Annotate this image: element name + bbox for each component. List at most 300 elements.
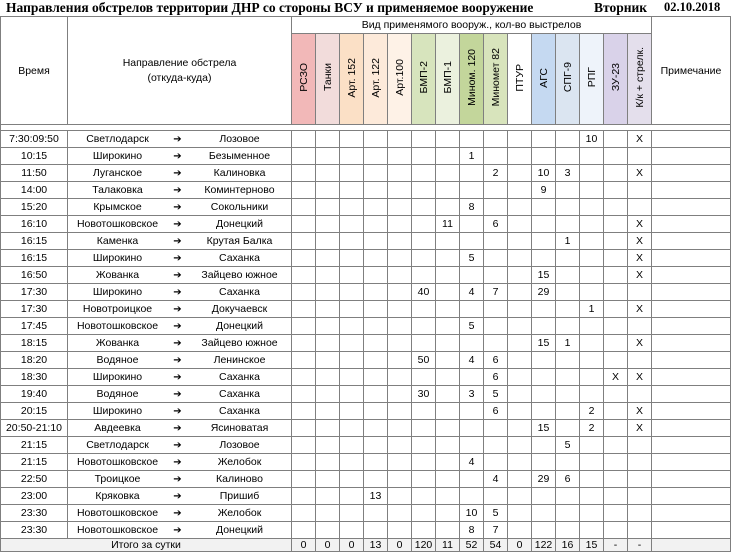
weapon-count-cell — [292, 131, 316, 148]
weapon-count-cell — [628, 199, 652, 216]
arrow-right-icon: ➔ — [173, 439, 182, 451]
weapon-count-cell — [508, 335, 532, 352]
weapon-count-cell — [436, 165, 460, 182]
weapon-count-cell — [364, 165, 388, 182]
weapon-count-cell — [340, 437, 364, 454]
direction-cell — [68, 522, 292, 539]
weapon-count-cell — [484, 335, 508, 352]
weapon-count-cell — [508, 420, 532, 437]
weapon-count-cell — [340, 386, 364, 403]
note-cell — [652, 182, 731, 199]
time-cell: 21:15 — [1, 437, 68, 454]
shelling-table — [0, 16, 731, 552]
weapon-total-cell: 16 — [556, 539, 580, 552]
origin-location: Новотроицкое — [82, 303, 153, 315]
weapon-count-cell: 15 — [532, 267, 556, 284]
weapon-count-cell — [340, 301, 364, 318]
weapon-count-cell — [508, 437, 532, 454]
weapon-count-cell — [388, 182, 412, 199]
weapon-count-cell — [316, 335, 340, 352]
weapon-count-cell — [508, 522, 532, 539]
weapon-count-cell — [556, 250, 580, 267]
weapon-column-label: РПГ — [585, 67, 598, 88]
weapon-count-cell — [292, 369, 316, 386]
weapon-count-cell — [340, 420, 364, 437]
weapon-count-cell — [412, 216, 436, 233]
weapon-count-cell — [388, 131, 412, 148]
direction-cell — [68, 505, 292, 522]
weapon-count-cell — [388, 454, 412, 471]
weapon-count-cell — [364, 352, 388, 369]
weapon-column-header — [364, 34, 388, 125]
weapon-count-cell — [580, 284, 604, 301]
weapon-count-cell — [292, 318, 316, 335]
weapon-count-cell — [412, 267, 436, 284]
totals-row — [1, 539, 731, 552]
direction-cell — [68, 233, 292, 250]
target-location: Крутая Балка — [206, 235, 273, 247]
time-cell: 21:15 — [1, 454, 68, 471]
weapon-count-cell: 6 — [556, 471, 580, 488]
origin-location: Талаковка — [92, 184, 143, 196]
origin-location: Водяное — [96, 354, 139, 366]
weapon-count-cell — [580, 199, 604, 216]
weapon-count-cell — [604, 471, 628, 488]
direction-cell — [68, 199, 292, 216]
table-row — [1, 233, 731, 250]
target-location: Докучаевск — [211, 303, 268, 315]
direction-cell — [68, 250, 292, 267]
target-location: Саханка — [219, 371, 260, 383]
weapon-count-cell — [364, 420, 388, 437]
weapon-count-cell — [292, 148, 316, 165]
note-cell — [652, 352, 731, 369]
weapon-count-cell — [604, 233, 628, 250]
arrow-right-icon: ➔ — [173, 269, 182, 281]
weapon-count-cell — [532, 148, 556, 165]
table-row — [1, 488, 731, 505]
weapon-count-cell — [292, 488, 316, 505]
weapon-count-cell — [556, 369, 580, 386]
arrow-right-icon: ➔ — [173, 473, 182, 485]
time-cell: 20:15 — [1, 403, 68, 420]
weapon-count-cell — [292, 199, 316, 216]
weapon-count-cell — [556, 403, 580, 420]
weapon-total-cell: 122 — [532, 539, 556, 552]
arrow-right-icon: ➔ — [173, 167, 182, 179]
weapon-count-cell — [364, 403, 388, 420]
weapon-count-cell: 5 — [484, 386, 508, 403]
origin-location: Широкино — [92, 150, 143, 162]
weapon-count-cell — [292, 420, 316, 437]
weapon-count-cell — [532, 318, 556, 335]
origin-location: Авдеевка — [94, 422, 141, 434]
weapon-count-cell — [412, 369, 436, 386]
weapon-count-cell — [508, 301, 532, 318]
weapon-count-cell — [604, 522, 628, 539]
weapon-count-cell — [580, 318, 604, 335]
weapon-count-cell — [604, 284, 628, 301]
weapon-count-cell — [292, 437, 316, 454]
weapon-count-cell — [532, 250, 556, 267]
arrow-right-icon: ➔ — [173, 218, 182, 230]
weapon-count-cell — [412, 335, 436, 352]
origin-location: Широкино — [92, 252, 143, 264]
weapon-total-cell: 11 — [436, 539, 460, 552]
weapon-count-cell — [556, 318, 580, 335]
weapon-count-cell — [412, 454, 436, 471]
target-location: Желобок — [217, 507, 262, 519]
weapon-count-cell: 4 — [460, 284, 484, 301]
weapon-count-cell — [604, 131, 628, 148]
weapon-count-cell — [316, 284, 340, 301]
weapon-count-cell — [316, 182, 340, 199]
weapon-count-cell: 1 — [460, 148, 484, 165]
weapon-count-cell — [460, 267, 484, 284]
weapon-count-cell — [412, 165, 436, 182]
weapon-count-cell — [556, 131, 580, 148]
time-cell: 10:15 — [1, 148, 68, 165]
note-cell — [652, 471, 731, 488]
note-cell — [652, 318, 731, 335]
table-body — [1, 131, 731, 539]
weapon-count-cell — [508, 131, 532, 148]
weapon-count-cell — [388, 301, 412, 318]
arrow-right-icon: ➔ — [173, 371, 182, 383]
weapon-count-cell — [364, 267, 388, 284]
weapon-count-cell — [556, 454, 580, 471]
weapon-count-cell — [292, 267, 316, 284]
weapon-count-cell — [436, 488, 460, 505]
weapon-count-cell: 13 — [364, 488, 388, 505]
arrow-right-icon: ➔ — [173, 354, 182, 366]
weapon-count-cell — [436, 131, 460, 148]
direction-cell — [68, 318, 292, 335]
note-cell — [652, 131, 731, 148]
weapon-total-cell: 13 — [364, 539, 388, 552]
table-header — [1, 17, 731, 131]
weapon-count-cell — [532, 369, 556, 386]
weapon-count-cell — [316, 352, 340, 369]
weapon-count-cell — [388, 199, 412, 216]
arrow-right-icon: ➔ — [173, 320, 182, 332]
target-location: Саханка — [219, 252, 260, 264]
weapon-count-cell — [532, 488, 556, 505]
weapon-count-cell — [436, 182, 460, 199]
table-row — [1, 216, 731, 233]
weapon-count-cell — [292, 182, 316, 199]
weapon-count-cell — [460, 437, 484, 454]
weapon-count-cell — [364, 182, 388, 199]
weapon-count-cell — [628, 522, 652, 539]
weapon-count-cell — [364, 250, 388, 267]
weapon-count-cell — [556, 420, 580, 437]
weapon-count-cell — [460, 131, 484, 148]
note-cell — [652, 335, 731, 352]
weapon-count-cell — [316, 165, 340, 182]
arrow-right-icon: ➔ — [173, 490, 182, 502]
target-location: Калиново — [216, 473, 263, 485]
direction-cell — [68, 284, 292, 301]
weapon-count-cell — [508, 250, 532, 267]
arrow-right-icon: ➔ — [173, 201, 182, 213]
direction-cell — [68, 352, 292, 369]
weapon-count-cell — [508, 182, 532, 199]
direction-cell — [68, 301, 292, 318]
weapon-count-cell — [412, 182, 436, 199]
arrow-right-icon: ➔ — [173, 286, 182, 298]
direction-cell — [68, 216, 292, 233]
weapon-count-cell: X — [628, 301, 652, 318]
weapon-count-cell — [628, 437, 652, 454]
target-location: Безыменное — [208, 150, 271, 162]
arrow-right-icon: ➔ — [173, 303, 182, 315]
weapon-count-cell — [388, 522, 412, 539]
weapon-count-cell — [556, 386, 580, 403]
weapon-count-cell — [388, 148, 412, 165]
weapon-count-cell: X — [628, 131, 652, 148]
weapon-count-cell — [364, 454, 388, 471]
weapon-count-cell: 11 — [436, 216, 460, 233]
weapon-count-cell — [484, 488, 508, 505]
weapon-count-cell — [436, 335, 460, 352]
weapon-count-cell: X — [604, 369, 628, 386]
weapon-count-cell — [340, 148, 364, 165]
time-cell: 18:30 — [1, 369, 68, 386]
weapon-column-header — [628, 34, 652, 125]
weapon-column-header — [436, 34, 460, 125]
weapon-count-cell — [364, 284, 388, 301]
weapon-column-label: Арт.100 — [393, 59, 406, 96]
weapon-count-cell: 6 — [484, 369, 508, 386]
weapon-count-cell — [340, 318, 364, 335]
weapon-column-header — [412, 34, 436, 125]
arrow-right-icon: ➔ — [173, 524, 182, 536]
target-location: Желобок — [217, 456, 262, 468]
weapon-column-header — [556, 34, 580, 125]
arrow-right-icon: ➔ — [173, 150, 182, 162]
weapon-count-cell — [340, 284, 364, 301]
table-row — [1, 199, 731, 216]
weapon-count-cell — [388, 352, 412, 369]
time-cell: 7:30:09:50 — [1, 131, 68, 148]
time-cell: 16:15 — [1, 233, 68, 250]
weapon-count-cell: 7 — [484, 522, 508, 539]
weapon-count-cell — [460, 335, 484, 352]
table-row — [1, 267, 731, 284]
time-cell: 18:20 — [1, 352, 68, 369]
weapon-count-cell — [316, 420, 340, 437]
weapon-count-cell — [532, 352, 556, 369]
weapon-count-cell — [532, 233, 556, 250]
time-cell: 14:00 — [1, 182, 68, 199]
direction-cell — [68, 420, 292, 437]
table-row — [1, 148, 731, 165]
weapon-count-cell — [460, 403, 484, 420]
weapon-count-cell — [412, 301, 436, 318]
weapon-count-cell: 40 — [412, 284, 436, 301]
weapon-count-cell — [628, 505, 652, 522]
weapon-count-cell — [340, 165, 364, 182]
time-cell: 15:20 — [1, 199, 68, 216]
note-column-header: Примечание — [652, 17, 731, 125]
weapon-count-cell — [436, 233, 460, 250]
note-cell — [652, 148, 731, 165]
weapon-count-cell — [292, 284, 316, 301]
weapon-count-cell — [388, 437, 412, 454]
weapon-count-cell — [292, 301, 316, 318]
origin-location: Новотошковское — [76, 320, 159, 332]
weapon-count-cell: 1 — [556, 335, 580, 352]
weapon-count-cell: X — [628, 250, 652, 267]
weapon-count-cell — [604, 216, 628, 233]
weapon-count-cell — [484, 318, 508, 335]
origin-location: Луганское — [92, 167, 143, 179]
note-cell — [652, 199, 731, 216]
weapon-count-cell — [604, 454, 628, 471]
weapon-column-header — [460, 34, 484, 125]
weapon-count-cell — [580, 233, 604, 250]
weapon-count-cell — [628, 471, 652, 488]
weapon-count-cell — [580, 386, 604, 403]
weapon-count-cell: 30 — [412, 386, 436, 403]
weapon-count-cell — [412, 437, 436, 454]
weapon-column-label: СПГ-9 — [561, 62, 574, 93]
time-cell: 16:15 — [1, 250, 68, 267]
weapon-count-cell — [484, 267, 508, 284]
weapon-count-cell — [316, 403, 340, 420]
weapon-count-cell — [604, 165, 628, 182]
weapon-count-cell: 8 — [460, 522, 484, 539]
weapon-count-cell — [580, 165, 604, 182]
target-location: Саханка — [219, 405, 260, 417]
weapon-count-cell — [292, 505, 316, 522]
weapon-count-cell — [364, 335, 388, 352]
weapon-count-cell — [628, 352, 652, 369]
weapon-count-cell — [388, 250, 412, 267]
weapon-count-cell — [316, 488, 340, 505]
weapon-column-label: К/к + стрелк. — [633, 47, 646, 108]
table-row — [1, 131, 731, 148]
weapon-count-cell — [316, 131, 340, 148]
weapon-count-cell — [604, 488, 628, 505]
direction-cell — [68, 437, 292, 454]
weapon-count-cell: 5 — [460, 318, 484, 335]
weapon-column-header — [292, 34, 316, 125]
origin-location: Каменка — [96, 235, 139, 247]
weapon-count-cell — [412, 403, 436, 420]
target-location: Ясиноватая — [210, 422, 269, 434]
weapon-count-cell — [604, 335, 628, 352]
time-cell: 11:50 — [1, 165, 68, 182]
weapon-count-cell — [340, 131, 364, 148]
weapon-count-cell — [508, 267, 532, 284]
weapon-count-cell — [580, 250, 604, 267]
weapon-column-header — [316, 34, 340, 125]
weapon-count-cell — [436, 454, 460, 471]
weapon-count-cell — [556, 284, 580, 301]
weapon-count-cell — [388, 284, 412, 301]
note-cell — [652, 522, 731, 539]
weapon-column-label: БМП-2 — [417, 61, 430, 94]
weapon-column-header — [388, 34, 412, 125]
weapon-count-cell — [580, 369, 604, 386]
weapon-count-cell — [532, 437, 556, 454]
weapon-count-cell — [340, 199, 364, 216]
weapon-total-cell: 0 — [340, 539, 364, 552]
direction-cell — [68, 454, 292, 471]
weapon-column-label: Миномет 82 — [489, 48, 502, 107]
weapon-total-cell: 15 — [580, 539, 604, 552]
weapon-count-cell: X — [628, 233, 652, 250]
weapon-total-cell: 0 — [508, 539, 532, 552]
weapon-count-cell — [460, 216, 484, 233]
weapon-count-cell: X — [628, 403, 652, 420]
weapon-count-cell — [292, 165, 316, 182]
weapon-count-cell — [412, 505, 436, 522]
weapon-count-cell: 8 — [460, 199, 484, 216]
weapon-count-cell — [412, 522, 436, 539]
weapon-count-cell — [364, 522, 388, 539]
weapon-count-cell — [412, 471, 436, 488]
weapon-count-cell — [580, 437, 604, 454]
weapon-count-cell: 29 — [532, 284, 556, 301]
weapon-count-cell — [364, 301, 388, 318]
weapon-count-cell — [316, 301, 340, 318]
weapon-column-label: АГС — [537, 67, 550, 88]
table-row — [1, 437, 731, 454]
weapon-count-cell — [364, 318, 388, 335]
weapon-count-cell: 4 — [460, 352, 484, 369]
weapon-count-cell — [436, 386, 460, 403]
weapon-count-cell: 4 — [460, 454, 484, 471]
note-cell — [652, 420, 731, 437]
weapon-count-cell — [316, 318, 340, 335]
weapon-count-cell — [292, 471, 316, 488]
weapon-count-cell — [604, 403, 628, 420]
weapon-count-cell: 5 — [556, 437, 580, 454]
weapon-count-cell — [628, 454, 652, 471]
table-row — [1, 505, 731, 522]
weapon-count-cell — [580, 471, 604, 488]
note-cell — [652, 437, 731, 454]
weapon-count-cell — [316, 216, 340, 233]
weapon-count-cell — [628, 148, 652, 165]
weapon-count-cell — [508, 369, 532, 386]
note-cell — [652, 284, 731, 301]
weapon-count-cell — [532, 522, 556, 539]
weapon-count-cell — [604, 199, 628, 216]
weapon-count-cell — [580, 505, 604, 522]
weapon-count-cell: X — [628, 165, 652, 182]
weapon-count-cell: X — [628, 335, 652, 352]
weapon-count-cell: 1 — [580, 301, 604, 318]
weapon-count-cell — [436, 505, 460, 522]
weapon-column-label: Арт. 122 — [369, 57, 382, 98]
table-row — [1, 369, 731, 386]
arrow-right-icon: ➔ — [173, 337, 182, 349]
weapon-count-cell — [292, 216, 316, 233]
weapon-count-cell — [556, 216, 580, 233]
target-location: Саханка — [219, 286, 260, 298]
weapons-group-header: Вид применямого вооруж., кол-во выстрелов — [292, 17, 652, 34]
weapon-count-cell — [508, 148, 532, 165]
weapon-count-cell — [292, 522, 316, 539]
weapon-count-cell — [508, 352, 532, 369]
weapon-count-cell — [436, 403, 460, 420]
weapon-count-cell: 2 — [484, 165, 508, 182]
origin-location: Светлодарск — [86, 133, 149, 145]
